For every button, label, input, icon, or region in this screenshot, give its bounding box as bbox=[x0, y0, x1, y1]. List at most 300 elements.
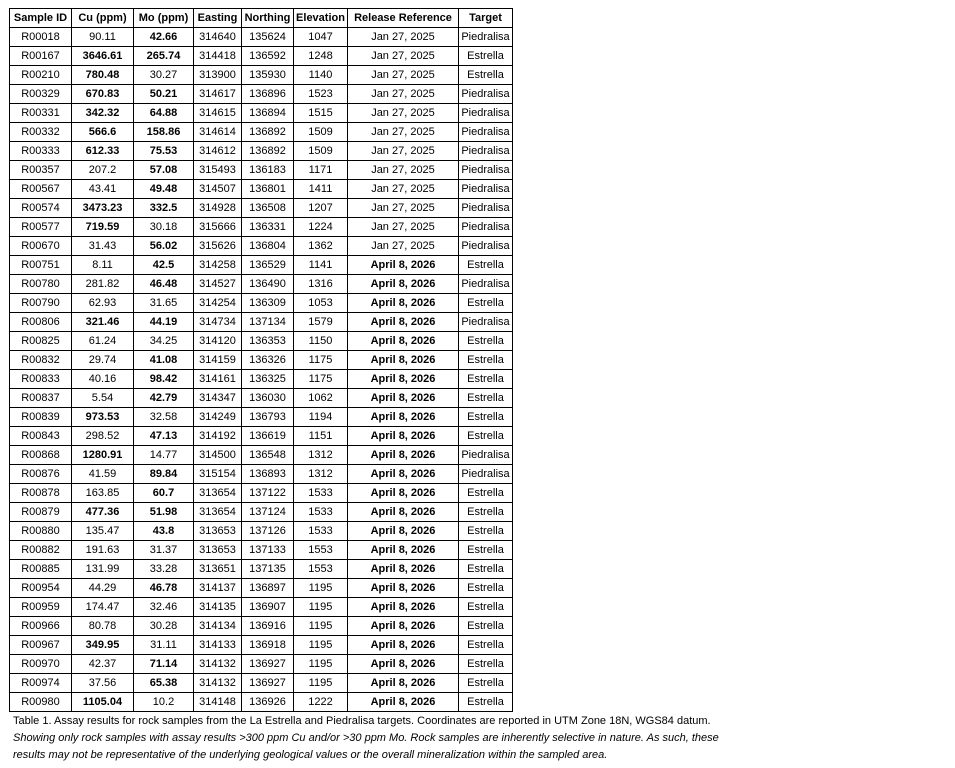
cell-target: Estrella bbox=[459, 617, 513, 636]
cell-elevation: 1224 bbox=[294, 218, 348, 237]
table-row bbox=[10, 484, 513, 503]
cell-release-reference: April 8, 2026 bbox=[348, 560, 459, 579]
cell-elevation: 1533 bbox=[294, 484, 348, 503]
cell-target: Piedralisa bbox=[459, 275, 513, 294]
cell-mo: 33.28 bbox=[134, 560, 194, 579]
cell-target: Estrella bbox=[459, 674, 513, 693]
cell-target: Estrella bbox=[459, 66, 513, 85]
cell-mo: 46.48 bbox=[134, 275, 194, 294]
cell-northing: 136529 bbox=[242, 256, 294, 275]
cell-mo: 42.66 bbox=[134, 28, 194, 47]
cell-sample-id: R00966 bbox=[10, 617, 72, 636]
cell-mo: 30.28 bbox=[134, 617, 194, 636]
cell-easting: 314192 bbox=[194, 427, 242, 446]
cell-northing: 136490 bbox=[242, 275, 294, 294]
cell-mo: 49.48 bbox=[134, 180, 194, 199]
cell-easting: 314133 bbox=[194, 636, 242, 655]
table-row bbox=[10, 693, 513, 712]
cell-northing: 136793 bbox=[242, 408, 294, 427]
cell-easting: 314258 bbox=[194, 256, 242, 275]
cell-target: Piedralisa bbox=[459, 313, 513, 332]
cell-easting: 314135 bbox=[194, 598, 242, 617]
cell-easting: 315666 bbox=[194, 218, 242, 237]
cell-northing: 136801 bbox=[242, 180, 294, 199]
cell-release-reference: April 8, 2026 bbox=[348, 636, 459, 655]
cell-release-reference: April 8, 2026 bbox=[348, 655, 459, 674]
cell-mo: 57.08 bbox=[134, 161, 194, 180]
cell-release-reference: April 8, 2026 bbox=[348, 579, 459, 598]
cell-northing: 135930 bbox=[242, 66, 294, 85]
cell-sample-id: R00806 bbox=[10, 313, 72, 332]
cell-cu: 298.52 bbox=[72, 427, 134, 446]
cell-release-reference: Jan 27, 2025 bbox=[348, 199, 459, 218]
cell-easting: 313651 bbox=[194, 560, 242, 579]
table-row bbox=[10, 370, 513, 389]
cell-release-reference: Jan 27, 2025 bbox=[348, 47, 459, 66]
cell-release-reference: April 8, 2026 bbox=[348, 275, 459, 294]
cell-sample-id: R00970 bbox=[10, 655, 72, 674]
cell-release-reference: Jan 27, 2025 bbox=[348, 85, 459, 104]
cell-easting: 314928 bbox=[194, 199, 242, 218]
cell-release-reference: April 8, 2026 bbox=[348, 503, 459, 522]
cell-mo: 265.74 bbox=[134, 47, 194, 66]
cell-elevation: 1533 bbox=[294, 522, 348, 541]
cell-release-reference: April 8, 2026 bbox=[348, 313, 459, 332]
cell-release-reference: Jan 27, 2025 bbox=[348, 142, 459, 161]
cell-release-reference: April 8, 2026 bbox=[348, 541, 459, 560]
cell-target: Piedralisa bbox=[459, 180, 513, 199]
cell-elevation: 1523 bbox=[294, 85, 348, 104]
cell-easting: 314148 bbox=[194, 693, 242, 712]
cell-release-reference: April 8, 2026 bbox=[348, 427, 459, 446]
cell-cu: 43.41 bbox=[72, 180, 134, 199]
caption-note: Showing only rock samples with assay results >300 ppm Cu and/or >30 ppm Mo. Rock samples are inherently selective in nature. As such, these results may not be representative of the underlying geological values or the overall mineralization within the sampled area. bbox=[13, 732, 719, 761]
cell-mo: 75.53 bbox=[134, 142, 194, 161]
col-header-cu: Cu (ppm) bbox=[72, 9, 134, 28]
cell-easting: 314734 bbox=[194, 313, 242, 332]
cell-cu: 62.93 bbox=[72, 294, 134, 313]
cell-elevation: 1533 bbox=[294, 503, 348, 522]
cell-release-reference: Jan 27, 2025 bbox=[348, 180, 459, 199]
cell-cu: 29.74 bbox=[72, 351, 134, 370]
cell-cu: 8.11 bbox=[72, 256, 134, 275]
cell-sample-id: R00885 bbox=[10, 560, 72, 579]
cell-easting: 314617 bbox=[194, 85, 242, 104]
table-body bbox=[10, 28, 513, 712]
cell-easting: 313900 bbox=[194, 66, 242, 85]
cell-elevation: 1053 bbox=[294, 294, 348, 313]
cell-release-reference: Jan 27, 2025 bbox=[348, 161, 459, 180]
cell-northing: 136592 bbox=[242, 47, 294, 66]
cell-northing: 136548 bbox=[242, 446, 294, 465]
table-row bbox=[10, 617, 513, 636]
cell-release-reference: Jan 27, 2025 bbox=[348, 104, 459, 123]
cell-elevation: 1195 bbox=[294, 617, 348, 636]
cell-release-reference: April 8, 2026 bbox=[348, 294, 459, 313]
cell-mo: 34.25 bbox=[134, 332, 194, 351]
table-row bbox=[10, 579, 513, 598]
cell-target: Piedralisa bbox=[459, 104, 513, 123]
cell-mo: 31.11 bbox=[134, 636, 194, 655]
cell-elevation: 1175 bbox=[294, 370, 348, 389]
cell-release-reference: April 8, 2026 bbox=[348, 351, 459, 370]
cell-target: Estrella bbox=[459, 484, 513, 503]
cell-northing: 136183 bbox=[242, 161, 294, 180]
cell-elevation: 1207 bbox=[294, 199, 348, 218]
table-row bbox=[10, 256, 513, 275]
cell-sample-id: R00832 bbox=[10, 351, 72, 370]
cell-easting: 314615 bbox=[194, 104, 242, 123]
col-header-northing: Northing bbox=[242, 9, 294, 28]
cell-northing: 136926 bbox=[242, 693, 294, 712]
cell-elevation: 1553 bbox=[294, 541, 348, 560]
table-row bbox=[10, 389, 513, 408]
table-row bbox=[10, 85, 513, 104]
cell-cu: 44.29 bbox=[72, 579, 134, 598]
cell-release-reference: Jan 27, 2025 bbox=[348, 28, 459, 47]
cell-easting: 314500 bbox=[194, 446, 242, 465]
cell-elevation: 1222 bbox=[294, 693, 348, 712]
cell-easting: 314347 bbox=[194, 389, 242, 408]
table-caption bbox=[13, 713, 753, 764]
cell-release-reference: April 8, 2026 bbox=[348, 484, 459, 503]
table-row bbox=[10, 294, 513, 313]
col-header-release-reference: Release Reference bbox=[348, 9, 459, 28]
cell-target: Estrella bbox=[459, 541, 513, 560]
cell-target: Estrella bbox=[459, 579, 513, 598]
table-row bbox=[10, 142, 513, 161]
cell-mo: 41.08 bbox=[134, 351, 194, 370]
cell-northing: 136907 bbox=[242, 598, 294, 617]
cell-mo: 47.13 bbox=[134, 427, 194, 446]
cell-mo: 50.21 bbox=[134, 85, 194, 104]
cell-cu: 135.47 bbox=[72, 522, 134, 541]
cell-release-reference: April 8, 2026 bbox=[348, 332, 459, 351]
cell-sample-id: R00567 bbox=[10, 180, 72, 199]
cell-sample-id: R00974 bbox=[10, 674, 72, 693]
cell-northing: 136804 bbox=[242, 237, 294, 256]
table-row bbox=[10, 47, 513, 66]
cell-target: Estrella bbox=[459, 598, 513, 617]
table-row bbox=[10, 218, 513, 237]
cell-cu: 131.99 bbox=[72, 560, 134, 579]
cell-easting: 314254 bbox=[194, 294, 242, 313]
cell-sample-id: R00876 bbox=[10, 465, 72, 484]
cell-elevation: 1316 bbox=[294, 275, 348, 294]
cell-sample-id: R00837 bbox=[10, 389, 72, 408]
cell-target: Piedralisa bbox=[459, 446, 513, 465]
cell-release-reference: April 8, 2026 bbox=[348, 674, 459, 693]
table-row bbox=[10, 560, 513, 579]
cell-sample-id: R00878 bbox=[10, 484, 72, 503]
cell-mo: 30.27 bbox=[134, 66, 194, 85]
cell-sample-id: R00670 bbox=[10, 237, 72, 256]
cell-cu: 477.36 bbox=[72, 503, 134, 522]
cell-elevation: 1248 bbox=[294, 47, 348, 66]
cell-cu: 3646.61 bbox=[72, 47, 134, 66]
cell-mo: 42.79 bbox=[134, 389, 194, 408]
cell-elevation: 1509 bbox=[294, 123, 348, 142]
cell-sample-id: R00843 bbox=[10, 427, 72, 446]
cell-sample-id: R00018 bbox=[10, 28, 72, 47]
table-row bbox=[10, 313, 513, 332]
cell-cu: 207.2 bbox=[72, 161, 134, 180]
cell-target: Piedralisa bbox=[459, 237, 513, 256]
col-header-elevation: Elevation bbox=[294, 9, 348, 28]
table-row bbox=[10, 180, 513, 199]
cell-easting: 314418 bbox=[194, 47, 242, 66]
cell-target: Estrella bbox=[459, 389, 513, 408]
col-header-sample-id: Sample ID bbox=[10, 9, 72, 28]
table-row bbox=[10, 465, 513, 484]
table-row bbox=[10, 66, 513, 85]
cell-elevation: 1194 bbox=[294, 408, 348, 427]
cell-target: Piedralisa bbox=[459, 142, 513, 161]
cell-elevation: 1515 bbox=[294, 104, 348, 123]
cell-easting: 314161 bbox=[194, 370, 242, 389]
cell-elevation: 1195 bbox=[294, 579, 348, 598]
cell-release-reference: April 8, 2026 bbox=[348, 465, 459, 484]
cell-northing: 136918 bbox=[242, 636, 294, 655]
cell-elevation: 1312 bbox=[294, 465, 348, 484]
cell-target: Estrella bbox=[459, 370, 513, 389]
cell-mo: 31.65 bbox=[134, 294, 194, 313]
table-row bbox=[10, 674, 513, 693]
cell-cu: 163.85 bbox=[72, 484, 134, 503]
cell-sample-id: R00574 bbox=[10, 199, 72, 218]
cell-easting: 315626 bbox=[194, 237, 242, 256]
cell-elevation: 1579 bbox=[294, 313, 348, 332]
cell-release-reference: April 8, 2026 bbox=[348, 446, 459, 465]
cell-northing: 136508 bbox=[242, 199, 294, 218]
cell-mo: 65.38 bbox=[134, 674, 194, 693]
cell-northing: 137124 bbox=[242, 503, 294, 522]
cell-release-reference: Jan 27, 2025 bbox=[348, 237, 459, 256]
cell-easting: 314249 bbox=[194, 408, 242, 427]
cell-northing: 137133 bbox=[242, 541, 294, 560]
cell-mo: 32.46 bbox=[134, 598, 194, 617]
cell-easting: 314159 bbox=[194, 351, 242, 370]
cell-cu: 3473.23 bbox=[72, 199, 134, 218]
cell-cu: 31.43 bbox=[72, 237, 134, 256]
cell-easting: 314612 bbox=[194, 142, 242, 161]
table-row bbox=[10, 123, 513, 142]
cell-cu: 41.59 bbox=[72, 465, 134, 484]
cell-northing: 135624 bbox=[242, 28, 294, 47]
cell-cu: 780.48 bbox=[72, 66, 134, 85]
cell-northing: 136927 bbox=[242, 674, 294, 693]
cell-cu: 342.32 bbox=[72, 104, 134, 123]
cell-target: Estrella bbox=[459, 408, 513, 427]
cell-elevation: 1171 bbox=[294, 161, 348, 180]
cell-mo: 89.84 bbox=[134, 465, 194, 484]
cell-mo: 71.14 bbox=[134, 655, 194, 674]
cell-sample-id: R00167 bbox=[10, 47, 72, 66]
cell-sample-id: R00751 bbox=[10, 256, 72, 275]
cell-release-reference: April 8, 2026 bbox=[348, 370, 459, 389]
cell-cu: 670.83 bbox=[72, 85, 134, 104]
cell-northing: 136326 bbox=[242, 351, 294, 370]
cell-sample-id: R00880 bbox=[10, 522, 72, 541]
cell-target: Estrella bbox=[459, 560, 513, 579]
cell-release-reference: April 8, 2026 bbox=[348, 522, 459, 541]
cell-easting: 314137 bbox=[194, 579, 242, 598]
cell-target: Estrella bbox=[459, 427, 513, 446]
table-row bbox=[10, 104, 513, 123]
cell-elevation: 1195 bbox=[294, 636, 348, 655]
cell-easting: 314132 bbox=[194, 655, 242, 674]
cell-elevation: 1195 bbox=[294, 674, 348, 693]
cell-mo: 64.88 bbox=[134, 104, 194, 123]
table-row bbox=[10, 503, 513, 522]
cell-cu: 61.24 bbox=[72, 332, 134, 351]
col-header-easting: Easting bbox=[194, 9, 242, 28]
cell-release-reference: Jan 27, 2025 bbox=[348, 218, 459, 237]
cell-mo: 158.86 bbox=[134, 123, 194, 142]
cell-target: Piedralisa bbox=[459, 218, 513, 237]
cell-cu: 42.37 bbox=[72, 655, 134, 674]
cell-release-reference: April 8, 2026 bbox=[348, 693, 459, 712]
cell-cu: 5.54 bbox=[72, 389, 134, 408]
cell-mo: 10.2 bbox=[134, 693, 194, 712]
cell-northing: 136916 bbox=[242, 617, 294, 636]
table-row bbox=[10, 332, 513, 351]
table-row bbox=[10, 161, 513, 180]
table-row bbox=[10, 655, 513, 674]
cell-elevation: 1362 bbox=[294, 237, 348, 256]
cell-target: Estrella bbox=[459, 655, 513, 674]
cell-easting: 314134 bbox=[194, 617, 242, 636]
cell-easting: 315493 bbox=[194, 161, 242, 180]
caption-main: Table 1. Assay results for rock samples from the La Estrella and Piedralisa targets. Coordinates are reported in UTM Zone 18N, WGS84 datum. bbox=[13, 715, 711, 727]
assay-results-table bbox=[9, 8, 513, 712]
cell-target: Estrella bbox=[459, 332, 513, 351]
cell-northing: 137122 bbox=[242, 484, 294, 503]
cell-release-reference: April 8, 2026 bbox=[348, 598, 459, 617]
cell-elevation: 1150 bbox=[294, 332, 348, 351]
table-row bbox=[10, 351, 513, 370]
cell-mo: 32.58 bbox=[134, 408, 194, 427]
cell-northing: 137135 bbox=[242, 560, 294, 579]
cell-target: Estrella bbox=[459, 522, 513, 541]
table-row bbox=[10, 541, 513, 560]
cell-northing: 136030 bbox=[242, 389, 294, 408]
cell-sample-id: R00825 bbox=[10, 332, 72, 351]
cell-cu: 1280.91 bbox=[72, 446, 134, 465]
cell-northing: 136893 bbox=[242, 465, 294, 484]
cell-northing: 136331 bbox=[242, 218, 294, 237]
cell-mo: 60.7 bbox=[134, 484, 194, 503]
table-row bbox=[10, 28, 513, 47]
cell-elevation: 1151 bbox=[294, 427, 348, 446]
cell-northing: 136927 bbox=[242, 655, 294, 674]
cell-sample-id: R00332 bbox=[10, 123, 72, 142]
cell-release-reference: Jan 27, 2025 bbox=[348, 123, 459, 142]
cell-sample-id: R00882 bbox=[10, 541, 72, 560]
cell-cu: 973.53 bbox=[72, 408, 134, 427]
cell-easting: 314640 bbox=[194, 28, 242, 47]
cell-cu: 37.56 bbox=[72, 674, 134, 693]
cell-sample-id: R00329 bbox=[10, 85, 72, 104]
cell-northing: 136892 bbox=[242, 142, 294, 161]
table-row bbox=[10, 275, 513, 294]
cell-northing: 136309 bbox=[242, 294, 294, 313]
cell-mo: 46.78 bbox=[134, 579, 194, 598]
cell-target: Estrella bbox=[459, 294, 513, 313]
cell-mo: 14.77 bbox=[134, 446, 194, 465]
cell-easting: 314120 bbox=[194, 332, 242, 351]
cell-target: Piedralisa bbox=[459, 123, 513, 142]
cell-cu: 40.16 bbox=[72, 370, 134, 389]
cell-mo: 44.19 bbox=[134, 313, 194, 332]
cell-target: Estrella bbox=[459, 351, 513, 370]
table-row bbox=[10, 446, 513, 465]
cell-easting: 313653 bbox=[194, 522, 242, 541]
cell-target: Estrella bbox=[459, 693, 513, 712]
cell-release-reference: April 8, 2026 bbox=[348, 408, 459, 427]
cell-easting: 315154 bbox=[194, 465, 242, 484]
cell-easting: 314527 bbox=[194, 275, 242, 294]
cell-easting: 313654 bbox=[194, 503, 242, 522]
cell-cu: 566.6 bbox=[72, 123, 134, 142]
col-header-target: Target bbox=[459, 9, 513, 28]
cell-cu: 281.82 bbox=[72, 275, 134, 294]
cell-easting: 314614 bbox=[194, 123, 242, 142]
cell-elevation: 1047 bbox=[294, 28, 348, 47]
cell-mo: 31.37 bbox=[134, 541, 194, 560]
cell-target: Piedralisa bbox=[459, 85, 513, 104]
cell-mo: 51.98 bbox=[134, 503, 194, 522]
cell-cu: 612.33 bbox=[72, 142, 134, 161]
cell-sample-id: R00980 bbox=[10, 693, 72, 712]
cell-elevation: 1141 bbox=[294, 256, 348, 275]
table-row bbox=[10, 408, 513, 427]
cell-sample-id: R00868 bbox=[10, 446, 72, 465]
cell-sample-id: R00959 bbox=[10, 598, 72, 617]
cell-easting: 314507 bbox=[194, 180, 242, 199]
cell-target: Estrella bbox=[459, 47, 513, 66]
cell-easting: 313654 bbox=[194, 484, 242, 503]
cell-cu: 80.78 bbox=[72, 617, 134, 636]
cell-sample-id: R00790 bbox=[10, 294, 72, 313]
cell-sample-id: R00357 bbox=[10, 161, 72, 180]
cell-mo: 42.5 bbox=[134, 256, 194, 275]
cell-target: Estrella bbox=[459, 256, 513, 275]
cell-sample-id: R00210 bbox=[10, 66, 72, 85]
cell-cu: 174.47 bbox=[72, 598, 134, 617]
cell-sample-id: R00967 bbox=[10, 636, 72, 655]
cell-sample-id: R00577 bbox=[10, 218, 72, 237]
col-header-mo: Mo (ppm) bbox=[134, 9, 194, 28]
table-row bbox=[10, 522, 513, 541]
table-row bbox=[10, 427, 513, 446]
cell-northing: 137126 bbox=[242, 522, 294, 541]
cell-elevation: 1195 bbox=[294, 655, 348, 674]
cell-target: Piedralisa bbox=[459, 28, 513, 47]
cell-northing: 136896 bbox=[242, 85, 294, 104]
cell-release-reference: April 8, 2026 bbox=[348, 256, 459, 275]
table-header-row bbox=[10, 9, 513, 28]
cell-mo: 43.8 bbox=[134, 522, 194, 541]
cell-mo: 98.42 bbox=[134, 370, 194, 389]
cell-release-reference: April 8, 2026 bbox=[348, 617, 459, 636]
cell-cu: 321.46 bbox=[72, 313, 134, 332]
table-row bbox=[10, 598, 513, 617]
cell-sample-id: R00333 bbox=[10, 142, 72, 161]
cell-cu: 1105.04 bbox=[72, 693, 134, 712]
table-row bbox=[10, 636, 513, 655]
cell-release-reference: Jan 27, 2025 bbox=[348, 66, 459, 85]
